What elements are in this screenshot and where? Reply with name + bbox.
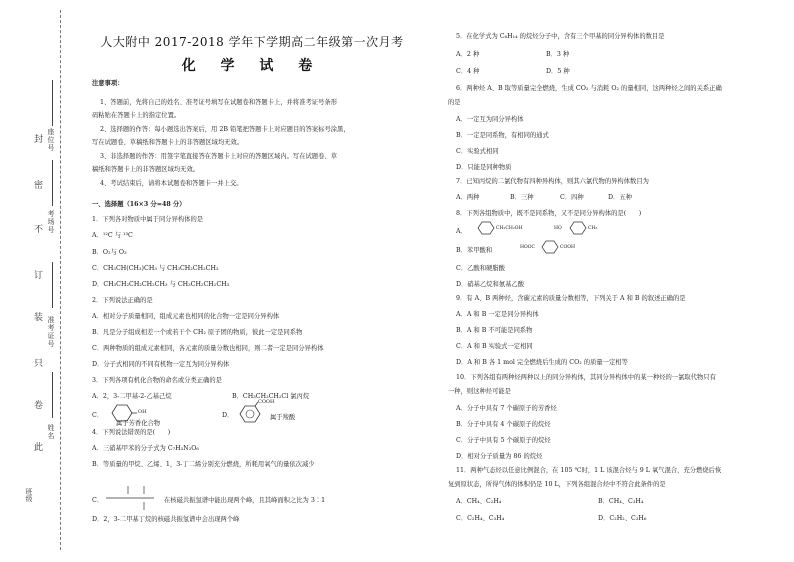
option-line: C．C₂H₄、C₃H₄: [456, 515, 505, 522]
option-line: A．¹²C 与 ¹³C: [92, 232, 133, 239]
name-rule: [52, 372, 53, 418]
notice-line: 写在试题卷、草稿纸和答题卡上的非答题区域均无效。: [92, 139, 244, 146]
hydroxyl-label: OH: [138, 409, 147, 415]
option-line: C．A 和 B 实验式一定相同: [456, 343, 533, 350]
option-line: A．分子中具有 7 个碳原子的芳香烃: [456, 405, 557, 412]
notice-line: 2、选择题的作答：每小题选出答案后，用 2B 铅笔把答题卡上对应题目的答案标号涂黑，: [100, 126, 350, 133]
question-3: 3．下列各项有机化合物的命名或分类正确的是: [92, 377, 222, 384]
option-line: A．相对分子质量相同，组成元素也相同的化合物一定是同分异构体: [92, 313, 280, 320]
seat-number-label: 座位号: [47, 128, 55, 152]
option-line: D．: [222, 412, 234, 419]
option-line: C．: [92, 497, 104, 504]
option-line: A．两种: [456, 194, 480, 201]
question-2: 2．下列说法正确的是: [92, 297, 153, 304]
option-line: B．3 种: [546, 51, 570, 58]
option-line: A．2 种: [456, 51, 480, 58]
option-line: D．相对分子质量为 86 的烷烃: [456, 453, 543, 460]
question-1: 1．下列各对物质中属于同分异构体的是: [92, 216, 204, 223]
notice-line: 稿纸和答题卡上的非答题区域均无效。: [92, 166, 200, 173]
exam-title: 人大附中 2017-2018 学年下学期高二年级第一次月考: [100, 35, 404, 49]
seal-char: 装: [34, 313, 44, 323]
option-line: C．CH₃CH(CH₃)CH₃ 与 CH₃CH₂CH₂CH₃: [92, 265, 219, 272]
option-line: B．等质量的甲烷、乙烯、1，3-丁二烯分别充分燃烧，所耗用氧气的量依次减少: [92, 461, 315, 468]
option-line: C．四种: [560, 194, 584, 201]
branched-alkane-structure: [102, 480, 162, 512]
question-4: 4．下列说法错误的是( ): [92, 429, 171, 436]
seal-char: 密: [34, 181, 44, 191]
option-line: A．CH₄、C₂H₄: [456, 498, 502, 505]
class-label: 班级: [25, 488, 33, 502]
question-8: 8．下列各组物质中，既不是同系物，又不是同分异构体的是( ): [456, 210, 642, 217]
question-10: 10．下列各组有两种烃两种以上的同分异构体，其同分异构体中的某一种烃的一氯取代物只有: [456, 374, 716, 381]
seal-char: 不: [34, 225, 44, 235]
binding-dashed-line: [60, 10, 61, 550]
seal-char: 只: [34, 359, 44, 369]
question-9: 9．有 A、B 两种烃，含碳元素的质量分数相等，下列关于 A 和 B 的叙述正确的是: [456, 295, 686, 302]
notice-line: 4、考试结束后，请将本试题卷和答题卡一并上交。: [100, 180, 243, 187]
question-11-cont: 复到原状态，所得气体的体积仍是 10 L，下列各组混合烃中不符合此条件的是: [448, 481, 666, 488]
option-line: 属于羧酸: [270, 414, 296, 421]
option-line: A．: [456, 228, 467, 235]
option-line: D．硝基乙烷和氨基乙酸: [456, 281, 525, 288]
option-line: D．CH₃CH₂CH₂CH₂CH₃ 与 CH₃CH₂CH₂CH₃: [92, 281, 230, 288]
option-line: C．实验式相同: [456, 148, 499, 155]
seal-char: 订: [34, 271, 44, 281]
question-5: 5．在化学式为 C₆H₁₄ 的烷烃分子中，含有三个甲基的同分异构体的数目是: [456, 33, 665, 40]
admission-number-rule: [52, 262, 53, 308]
question-6-cont: 的是: [448, 99, 461, 106]
option-line: C．两种物质的组成元素相同，各元素的质量分数也相同，则二者一定是同分异构体: [92, 345, 324, 352]
option-line: C．4 种: [456, 68, 480, 75]
option-line: A．一定互为同分异构体: [456, 116, 524, 123]
option-line: D．只能是同种物质: [456, 164, 512, 171]
question-11: 11．两种气态烃以任意比例混合，在 105 ℃时，1 L 该混合烃与 9 L 氧气混合，充分燃烧后恢: [456, 467, 722, 474]
notice-line: 1、答题前，先将自己的姓名、准考证号填写在试题卷和答题卡上，并将准考证号条形: [100, 99, 337, 106]
notice-heading: 注意事项：: [92, 80, 124, 87]
option-line: B．苯甲酸和: [456, 247, 493, 254]
option-line: D．分子式相同的不同有机物一定互为同分异构体: [92, 361, 230, 368]
question-7: 7．已知丙烷的二氯代物有四种异构体，则其六氯代物的异构体数目为: [456, 178, 649, 185]
option-line: D．5 种: [546, 68, 570, 75]
option-line: A．2，3-二甲基-2-乙基己烷: [92, 393, 172, 400]
question-6: 6．两种烃 A、B 取等质量完全燃烧，生成 CO₂ 与消耗 O₂ 的量相同，这两种烃之间的关系正确: [456, 85, 722, 92]
q8a-group-2: HO: [554, 226, 562, 231]
name-label: 姓名: [47, 424, 55, 440]
seal-char: 卷: [34, 401, 44, 411]
option-line: B．凡是分子组成相差一个或若干个 CH₂ 原子团的物质，彼此一定是同系物: [92, 329, 303, 336]
exam-room-rule: [52, 160, 53, 206]
option-line: D．五种: [608, 194, 632, 201]
option-line: 在核磁共振氢谱中能出现两个峰，且其峰面积之比为 3∶1: [164, 497, 326, 504]
option-line: D．A 和 B 各 1 mol 完全燃烧后生成的 CO₂ 的质量一定相等: [456, 359, 628, 366]
option-line: A．A 和 B 一定是同分异构体: [456, 311, 539, 318]
carboxyl-label: COOH: [258, 399, 275, 405]
option-line: B．O₂与 O₃: [92, 249, 127, 256]
seal-char: 此: [34, 443, 44, 453]
option-line: 属于芳香化合物: [116, 420, 161, 427]
q8a-group-3: CH₃: [588, 226, 598, 231]
q8a-group-1: CH₂CH₂OH: [496, 226, 523, 231]
exam-room-label: 考场号: [47, 210, 55, 234]
option-line: A．三硝基甲苯的分子式为 C₇H₃N₃O₆: [92, 445, 199, 452]
option-line: B．分子中具有 4 个碳原子的烷烃: [456, 421, 551, 428]
option-line: B．A 和 B 不可能是同系物: [456, 327, 533, 334]
q8b-group: HOOC: [520, 245, 536, 250]
notice-line: 3、非选择题的作答：用签字笔直接答在答题卡上对应的答题区域内。写在试题卷、草: [100, 153, 337, 160]
option-line: B．CH₃CH₂CH₂Cl 氯丙烷: [232, 393, 310, 400]
option-line: B．一定是同系物，有相同的通式: [456, 132, 549, 139]
option-line: B．三种: [510, 194, 534, 201]
q8b-group-r: COOH: [560, 245, 576, 250]
option-line: B．CH₄、C₃H₄: [598, 498, 644, 505]
seal-char: 封: [34, 135, 44, 145]
section-heading: 一、选择题（16×3 分=48 分）: [92, 201, 186, 208]
option-line: C．乙酸和硬脂酸: [456, 265, 505, 272]
seat-number-rule: [52, 80, 53, 126]
question-10-cont: 一种，则这种烃可能是: [448, 388, 511, 395]
admission-number-label: 准考证号: [47, 316, 55, 348]
option-line: C．: [92, 412, 104, 419]
option-line: D．2，3-二甲基丁烷的核磁共振氢谱中会出现两个峰: [92, 516, 240, 523]
notice-line: 码粘贴在答题卡上的指定位置。: [92, 112, 181, 119]
option-line: D．C₂H₂、C₃H₆: [598, 515, 647, 522]
option-line: C．分子中具有 5 个碳原子的烷烃: [456, 437, 551, 444]
exam-subject: 化 学 试 卷: [181, 58, 323, 74]
